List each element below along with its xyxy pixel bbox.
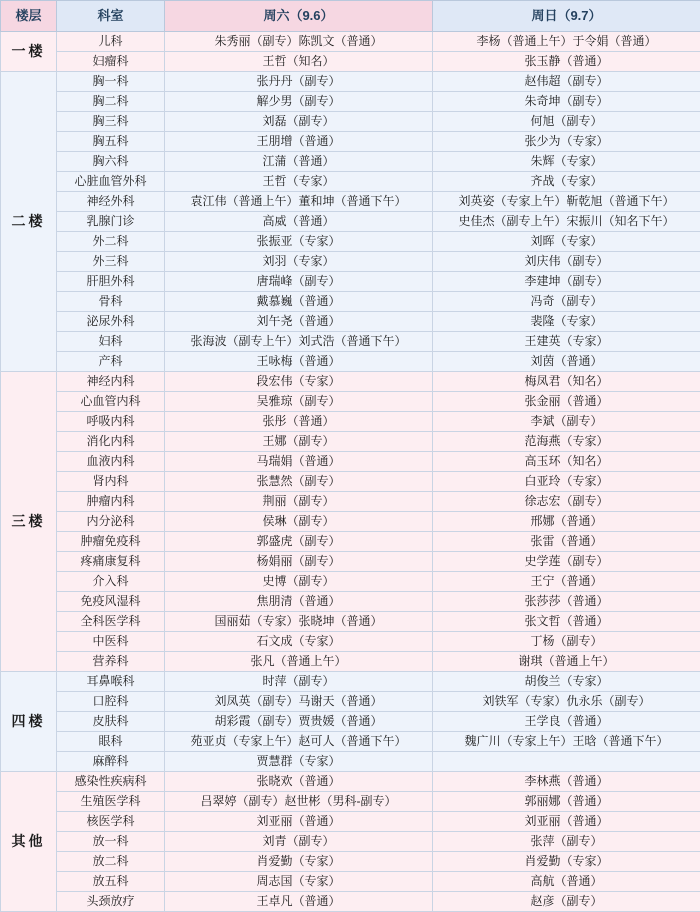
table-row xyxy=(1,112,700,132)
table-row xyxy=(1,132,700,152)
table-row xyxy=(1,632,700,652)
header-sunday: 周日（9.7） xyxy=(433,1,700,32)
department-cell: 介入科 xyxy=(57,572,165,592)
saturday-doctor-cell: 江蒲（普通） xyxy=(165,152,433,172)
department-cell: 耳鼻喉科 xyxy=(57,672,165,692)
table-row xyxy=(1,652,700,672)
table-row xyxy=(1,712,700,732)
table-row xyxy=(1,832,700,852)
department-cell: 眼科 xyxy=(57,732,165,752)
sunday-doctor-cell: 李林燕（普通） xyxy=(433,772,700,792)
table-row xyxy=(1,152,700,172)
department-cell: 核医学科 xyxy=(57,812,165,832)
table-row xyxy=(1,272,700,292)
table-row xyxy=(1,532,700,552)
table-row xyxy=(1,752,700,772)
department-cell: 全科医学科 xyxy=(57,612,165,632)
saturday-doctor-cell: 侯琳（副专） xyxy=(165,512,433,532)
saturday-doctor-cell: 刘午尧（普通） xyxy=(165,312,433,332)
department-cell: 外三科 xyxy=(57,252,165,272)
sunday-doctor-cell: 张莎莎（普通） xyxy=(433,592,700,612)
saturday-doctor-cell: 吕翠婷（副专）赵世彬（男科-副专） xyxy=(165,792,433,812)
table-row xyxy=(1,472,700,492)
floor-cell: 一楼 xyxy=(1,32,57,72)
sunday-doctor-cell: 丁杨（副专） xyxy=(433,632,700,652)
sunday-doctor-cell: 梅凤君（知名） xyxy=(433,372,700,392)
sunday-doctor-cell: 张文哲（普通） xyxy=(433,612,700,632)
sunday-doctor-cell: 胡俊兰（专家） xyxy=(433,672,700,692)
saturday-doctor-cell: 王咏梅（普通） xyxy=(165,352,433,372)
department-cell: 呼吸内科 xyxy=(57,412,165,432)
department-cell: 肾内科 xyxy=(57,472,165,492)
sunday-doctor-cell: 刘亚丽（普通） xyxy=(433,812,700,832)
department-cell: 产科 xyxy=(57,352,165,372)
saturday-doctor-cell: 王朋增（普通） xyxy=(165,132,433,152)
sunday-doctor-cell: 冯奇（副专） xyxy=(433,292,700,312)
department-cell: 肿瘤内科 xyxy=(57,492,165,512)
sunday-doctor-cell: 郭丽娜（普通） xyxy=(433,792,700,812)
table-row xyxy=(1,592,700,612)
floor-cell: 二楼 xyxy=(1,72,57,372)
department-cell: 肝胆外科 xyxy=(57,272,165,292)
table-header xyxy=(1,1,700,32)
saturday-doctor-cell: 王哲（专家） xyxy=(165,172,433,192)
header-department: 科室 xyxy=(57,1,165,32)
saturday-doctor-cell: 张海波（副专上午）刘式浩（普通下午） xyxy=(165,332,433,352)
saturday-doctor-cell: 杨娟丽（副专） xyxy=(165,552,433,572)
table-row xyxy=(1,252,700,272)
department-cell: 放二科 xyxy=(57,852,165,872)
table-row xyxy=(1,512,700,532)
department-cell: 心血管内科 xyxy=(57,392,165,412)
table-row xyxy=(1,212,700,232)
department-cell: 胸三科 xyxy=(57,112,165,132)
department-cell: 血液内科 xyxy=(57,452,165,472)
department-cell: 中医科 xyxy=(57,632,165,652)
saturday-doctor-cell: 胡彩霞（副专）贾贵媛（普通） xyxy=(165,712,433,732)
department-cell: 放五科 xyxy=(57,872,165,892)
department-cell: 疼痛康复科 xyxy=(57,552,165,572)
saturday-doctor-cell: 石文成（专家） xyxy=(165,632,433,652)
table-row xyxy=(1,312,700,332)
saturday-doctor-cell: 王哲（知名） xyxy=(165,52,433,72)
department-cell: 麻醉科 xyxy=(57,752,165,772)
table-row xyxy=(1,352,700,372)
sunday-doctor-cell: 王宁（普通） xyxy=(433,572,700,592)
table-row xyxy=(1,332,700,352)
department-cell: 营养科 xyxy=(57,652,165,672)
department-cell: 心脏血管外科 xyxy=(57,172,165,192)
saturday-doctor-cell: 张丹丹（副专） xyxy=(165,72,433,92)
saturday-doctor-cell: 刘青（副专） xyxy=(165,832,433,852)
table-row xyxy=(1,92,700,112)
sunday-doctor-cell: 赵伟超（副专） xyxy=(433,72,700,92)
floor-cell: 四楼 xyxy=(1,672,57,772)
table-row xyxy=(1,492,700,512)
saturday-doctor-cell: 史博（副专） xyxy=(165,572,433,592)
saturday-doctor-cell: 刘亚丽（普通） xyxy=(165,812,433,832)
saturday-doctor-cell: 张凡（普通上午） xyxy=(165,652,433,672)
sunday-doctor-cell: 肖爱勤（专家） xyxy=(433,852,700,872)
department-cell: 胸一科 xyxy=(57,72,165,92)
floor-cell: 其他 xyxy=(1,772,57,912)
table-row xyxy=(1,672,700,692)
saturday-doctor-cell: 戴慕巍（普通） xyxy=(165,292,433,312)
sunday-doctor-cell: 朱辉（专家） xyxy=(433,152,700,172)
sunday-doctor-cell: 李建坤（副专） xyxy=(433,272,700,292)
saturday-doctor-cell: 周志国（专家） xyxy=(165,872,433,892)
sunday-doctor-cell: 李斌（副专） xyxy=(433,412,700,432)
saturday-doctor-cell: 苑亚贞（专家上午）赵可人（普通下午） xyxy=(165,732,433,752)
table-row xyxy=(1,372,700,392)
sunday-doctor-cell xyxy=(433,752,700,772)
header-saturday: 周六（9.6） xyxy=(165,1,433,32)
department-cell: 胸五科 xyxy=(57,132,165,152)
department-cell: 皮肤科 xyxy=(57,712,165,732)
department-cell: 胸六科 xyxy=(57,152,165,172)
table-row xyxy=(1,872,700,892)
table-row xyxy=(1,192,700,212)
sunday-doctor-cell: 齐战（专家） xyxy=(433,172,700,192)
saturday-doctor-cell: 解少男（副专） xyxy=(165,92,433,112)
department-cell: 外二科 xyxy=(57,232,165,252)
table-row xyxy=(1,572,700,592)
table-row xyxy=(1,72,700,92)
table-row xyxy=(1,292,700,312)
sunday-doctor-cell: 史佳杰（副专上午）宋振川（知名下午） xyxy=(433,212,700,232)
saturday-doctor-cell: 刘羽（专家） xyxy=(165,252,433,272)
department-cell: 免疫风湿科 xyxy=(57,592,165,612)
sunday-doctor-cell: 徐志宏（副专） xyxy=(433,492,700,512)
sunday-doctor-cell: 邢娜（普通） xyxy=(433,512,700,532)
sunday-doctor-cell: 赵彦（副专） xyxy=(433,892,700,912)
saturday-doctor-cell: 刘凤英（副专）马谢天（普通） xyxy=(165,692,433,712)
saturday-doctor-cell: 郭盛虎（副专） xyxy=(165,532,433,552)
table-row xyxy=(1,612,700,632)
department-cell: 儿科 xyxy=(57,32,165,52)
saturday-doctor-cell: 朱秀丽（副专）陈凯文（普通） xyxy=(165,32,433,52)
saturday-doctor-cell: 焦朋清（普通） xyxy=(165,592,433,612)
sunday-doctor-cell: 王建英（专家） xyxy=(433,332,700,352)
table-row xyxy=(1,412,700,432)
sunday-doctor-cell: 朱奇坤（副专） xyxy=(433,92,700,112)
department-cell: 乳腺门诊 xyxy=(57,212,165,232)
sunday-doctor-cell: 高玉环（知名） xyxy=(433,452,700,472)
table-row xyxy=(1,552,700,572)
saturday-doctor-cell: 荆丽（副专） xyxy=(165,492,433,512)
department-cell: 泌尿外科 xyxy=(57,312,165,332)
sunday-doctor-cell: 张萍（副专） xyxy=(433,832,700,852)
sunday-doctor-cell: 刘铁军（专家）仇永乐（副专） xyxy=(433,692,700,712)
saturday-doctor-cell: 时萍（副专） xyxy=(165,672,433,692)
sunday-doctor-cell: 高航（普通） xyxy=(433,872,700,892)
saturday-doctor-cell: 国丽茹（专家）张晓坤（普通） xyxy=(165,612,433,632)
header-floor: 楼层 xyxy=(1,1,57,32)
department-cell: 神经内科 xyxy=(57,372,165,392)
saturday-doctor-cell: 王卓凡（普通） xyxy=(165,892,433,912)
table-row xyxy=(1,232,700,252)
department-cell: 胸二科 xyxy=(57,92,165,112)
table-row xyxy=(1,812,700,832)
header-row xyxy=(1,1,700,32)
department-cell: 神经外科 xyxy=(57,192,165,212)
saturday-doctor-cell: 肖爱勤（专家） xyxy=(165,852,433,872)
department-cell: 生殖医学科 xyxy=(57,792,165,812)
department-cell: 肿瘤免疫科 xyxy=(57,532,165,552)
saturday-doctor-cell: 吴雅琼（副专） xyxy=(165,392,433,412)
department-cell: 消化内科 xyxy=(57,432,165,452)
sunday-doctor-cell: 范海燕（专家） xyxy=(433,432,700,452)
department-cell: 口腔科 xyxy=(57,692,165,712)
sunday-doctor-cell: 刘晖（专家） xyxy=(433,232,700,252)
saturday-doctor-cell: 张慧然（副专） xyxy=(165,472,433,492)
table-row xyxy=(1,452,700,472)
saturday-doctor-cell: 张彤（普通） xyxy=(165,412,433,432)
sunday-doctor-cell: 史学莲（副专） xyxy=(433,552,700,572)
table-row xyxy=(1,732,700,752)
table-row xyxy=(1,772,700,792)
sunday-doctor-cell: 王学良（普通） xyxy=(433,712,700,732)
department-cell: 内分泌科 xyxy=(57,512,165,532)
sunday-doctor-cell: 谢琪（普通上午） xyxy=(433,652,700,672)
table-row xyxy=(1,892,700,912)
table-row xyxy=(1,32,700,52)
table-row xyxy=(1,392,700,412)
sunday-doctor-cell: 何旭（副专） xyxy=(433,112,700,132)
floor-cell: 三楼 xyxy=(1,372,57,672)
department-cell: 感染性疾病科 xyxy=(57,772,165,792)
department-cell: 放一科 xyxy=(57,832,165,852)
saturday-doctor-cell: 高威（普通） xyxy=(165,212,433,232)
saturday-doctor-cell: 刘磊（副专） xyxy=(165,112,433,132)
sunday-doctor-cell: 魏广川（专家上午）王晗（普通下午） xyxy=(433,732,700,752)
saturday-doctor-cell: 袁江伟（普通上午）董和坤（普通下午） xyxy=(165,192,433,212)
sunday-doctor-cell: 白亚玲（专家） xyxy=(433,472,700,492)
sunday-doctor-cell: 刘英姿（专家上午）靳乾旭（普通下午） xyxy=(433,192,700,212)
table-row xyxy=(1,172,700,192)
sunday-doctor-cell: 刘庆伟（副专） xyxy=(433,252,700,272)
table-row xyxy=(1,792,700,812)
saturday-doctor-cell: 贾慧群（专家） xyxy=(165,752,433,772)
sunday-doctor-cell: 张少为（专家） xyxy=(433,132,700,152)
table-row xyxy=(1,432,700,452)
department-cell: 妇瘤科 xyxy=(57,52,165,72)
sunday-doctor-cell: 张金丽（普通） xyxy=(433,392,700,412)
saturday-doctor-cell: 张振亚（专家） xyxy=(165,232,433,252)
table-row xyxy=(1,852,700,872)
table-row xyxy=(1,692,700,712)
department-cell: 妇科 xyxy=(57,332,165,352)
sunday-doctor-cell: 裴隆（专家） xyxy=(433,312,700,332)
table-row xyxy=(1,52,700,72)
department-cell: 头颈放疗 xyxy=(57,892,165,912)
table-body xyxy=(1,32,700,912)
saturday-doctor-cell: 马瑞娟（普通） xyxy=(165,452,433,472)
sunday-doctor-cell: 张玉静（普通） xyxy=(433,52,700,72)
sunday-doctor-cell: 张雷（普通） xyxy=(433,532,700,552)
saturday-doctor-cell: 张晓欢（普通） xyxy=(165,772,433,792)
saturday-doctor-cell: 唐瑞峰（副专） xyxy=(165,272,433,292)
sunday-doctor-cell: 李杨（普通上午）于令娟（普通） xyxy=(433,32,700,52)
department-cell: 骨科 xyxy=(57,292,165,312)
saturday-doctor-cell: 段宏伟（专家） xyxy=(165,372,433,392)
saturday-doctor-cell: 王娜（副专） xyxy=(165,432,433,452)
sunday-doctor-cell: 刘茵（普通） xyxy=(433,352,700,372)
